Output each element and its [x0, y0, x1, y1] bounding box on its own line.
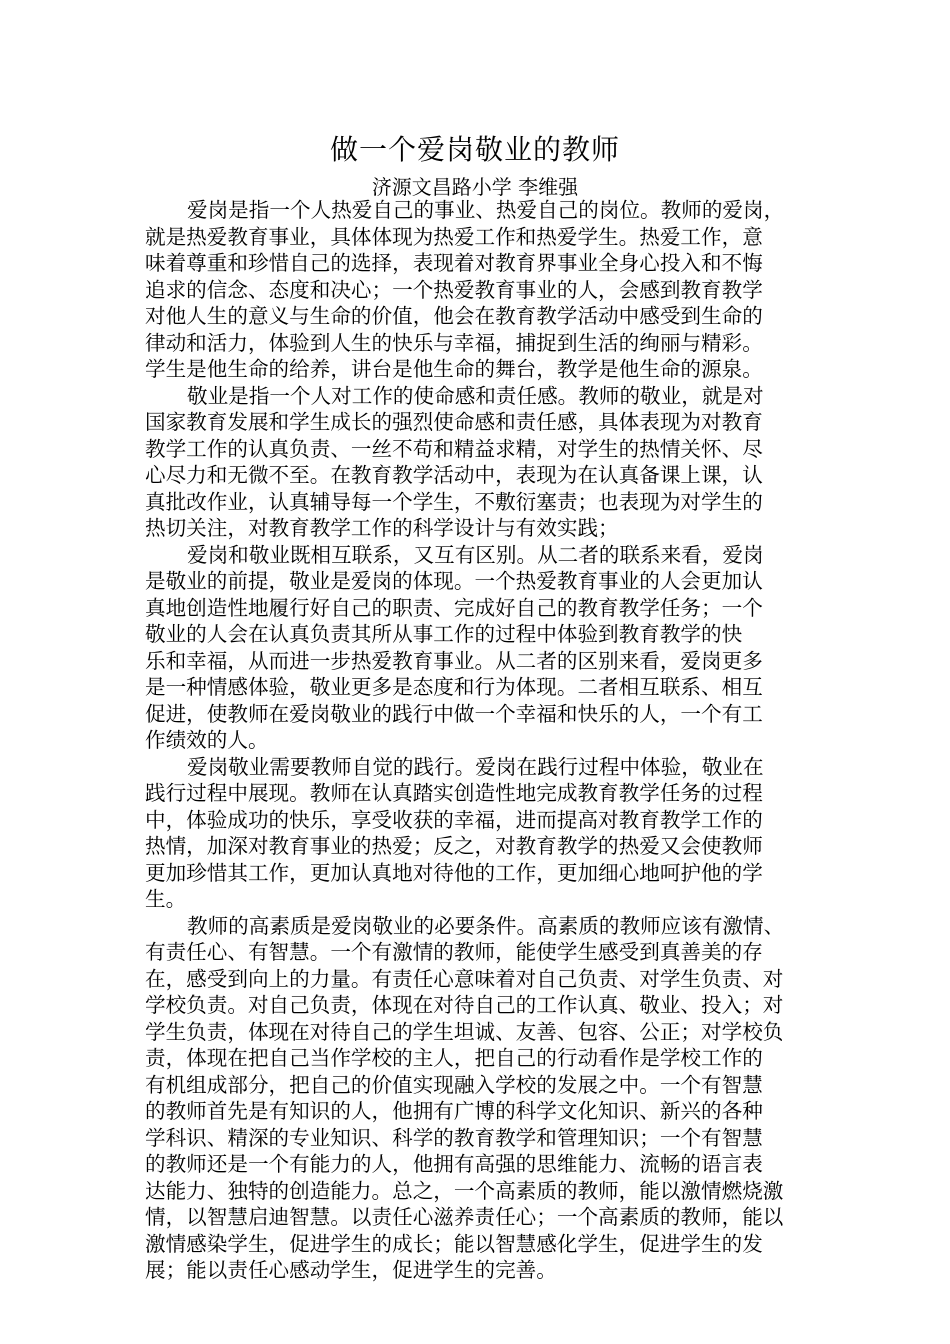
document-author: 济源文昌路小学 李维强 — [371, 175, 579, 199]
paragraph-line: 敬业是指一个人对工作的使命感和责任感。教师的敬业，就是对 — [187, 383, 764, 408]
paragraph-line: 教师的高素质是爱岗敬业的必要条件。高素质的教师应该有激情、 — [187, 913, 785, 938]
paragraph-line: 展；能以责任心感动学生，促进学生的完善。 — [145, 1258, 557, 1282]
body-paragraph — [145, 197, 825, 383]
paragraph-line: 是敬业的前提，敬业是爱岗的体现。一个热爱教育事业的人会更加认 — [145, 569, 763, 593]
paragraph-line: 爱岗敬业需要教师自觉的践行。爱岗在践行过程中体验，敬业在 — [187, 754, 764, 779]
paragraph-line: 追求的信念、态度和决心；一个热爱教育事业的人，会感到教育教学 — [145, 277, 763, 302]
body-paragraph — [145, 754, 825, 913]
body-paragraph — [145, 542, 825, 754]
paragraph-line: 促进，使教师在爱岗敬业的践行中做一个幸福和快乐的人，一个有工 — [145, 701, 763, 726]
paragraph-line: 学科识、精深的专业知识、科学的教育教学和管理知识；一个有智慧 — [145, 1125, 763, 1150]
paragraph-line: 是一种情感体验，敬业更多是态度和行为体现。二者相互联系、相互 — [145, 675, 763, 699]
paragraph-line: 热情，加深对教育事业的热爱；反之，对教育教学的热爱又会使教师 — [145, 834, 763, 858]
paragraph-line: 真地创造性地履行好自己的职责、完成好自己的教育教学任务；一个 — [145, 595, 763, 620]
paragraph-line: 作绩效的人。 — [145, 728, 269, 752]
paragraph-line: 对他人生的意义与生命的价值，他会在教育教学活动中感受到生命的 — [145, 304, 763, 328]
paragraph-line: 中，体验成功的快乐，享受收获的幸福，进而提高对教育教学工作的 — [145, 807, 763, 832]
paragraph-line: 乐和幸福，从而进一步热爱教育事业。从二者的区别来看，爱岗更多 — [145, 648, 763, 673]
paragraph-line: 律动和活力，体验到人生的快乐与幸福，捕捉到生活的绚丽与精彩。 — [145, 330, 763, 355]
paragraph-line: 有机组成部分，把自己的价值实现融入学校的发展之中。一个有智慧 — [145, 1072, 763, 1097]
paragraph-line: 学生负责，体现在对待自己的学生坦诚、友善、包容、公正；对学校负 — [145, 1019, 784, 1044]
paragraph-line: 在，感受到向上的力量。有责任心意味着对自己负责、对学生负责、对 — [145, 966, 784, 991]
paragraph-line: 国家教育发展和学生成长的强烈使命感和责任感，具体表现为对教育 — [145, 410, 763, 434]
document-body — [145, 197, 825, 1284]
paragraph-line: 敬业的人会在认真负责其所从事工作的过程中体验到教育教学的快 — [145, 622, 743, 646]
paragraph-line: 爱岗和敬业既相互联系，又互有区别。从二者的联系来看，爱岗 — [187, 542, 764, 567]
document-title: 做一个爱岗敬业的教师 — [329, 133, 620, 166]
paragraph-line: 心尽力和无微不至。在教育教学活动中，表现为在认真备课上课，认 — [145, 463, 763, 487]
paragraph-line: 热切关注，对教育教学工作的科学设计与有效实践； — [145, 516, 619, 540]
paragraph-line: 有责任心、有智慧。一个有激情的教师，能使学生感受到真善美的存 — [145, 940, 763, 964]
paragraph-line: 爱岗是指一个人热爱自己的事业、热爱自己的岗位。教师的爱岗， — [187, 198, 785, 222]
body-paragraph — [145, 913, 825, 1284]
paragraph-line: 真批改作业，认真辅导每一个学生，不敷衍塞责；也表现为对学生的 — [145, 489, 763, 514]
paragraph-line: 责，体现在把自己当作学校的主人，把自己的行动看作是学校工作的 — [145, 1046, 763, 1070]
paragraph-line: 学生是他生命的给养，讲台是他生命的舞台，教学是他生命的源泉。 — [145, 357, 763, 381]
paragraph-line: 激情感染学生，促进学生的成长；能以智慧感化学生，促进学生的发 — [145, 1231, 763, 1256]
paragraph-line: 达能力、独特的创造能力。总之，一个高素质的教师，能以激情燃烧激 — [145, 1178, 784, 1203]
paragraph-line: 味着尊重和珍惜自己的选择，表现着对教育界事业全身心投入和不悔 — [145, 251, 763, 275]
paragraph-line: 践行过程中展现。教师在认真踏实创造性地完成教育教学任务的过程 — [145, 781, 763, 805]
paragraph-line: 情，以智慧启迪智慧。以责任心滋养责任心；一个高素质的教师，能以 — [145, 1205, 784, 1229]
paragraph-line: 教学工作的认真负责、一丝不苟和精益求精，对学生的热情关怀、尽 — [145, 436, 763, 461]
paragraph-line: 的教师首先是有知识的人，他拥有广博的科学文化知识、新兴的各种 — [145, 1099, 763, 1123]
paragraph-line: 生。 — [145, 887, 187, 911]
paragraph-line: 的教师还是一个有能力的人，他拥有高强的思维能力、流畅的语言表 — [145, 1152, 763, 1176]
body-paragraph — [145, 383, 825, 542]
paragraph-line: 就是热爱教育事业，具体体现为热爱工作和热爱学生。热爱工作，意 — [145, 224, 763, 249]
paragraph-line: 学校负责。对自己负责，体现在对待自己的工作认真、敬业、投入；对 — [145, 993, 784, 1017]
paragraph-line: 更加珍惜其工作，更加认真地对待他的工作，更加细心地呵护他的学 — [145, 860, 763, 885]
